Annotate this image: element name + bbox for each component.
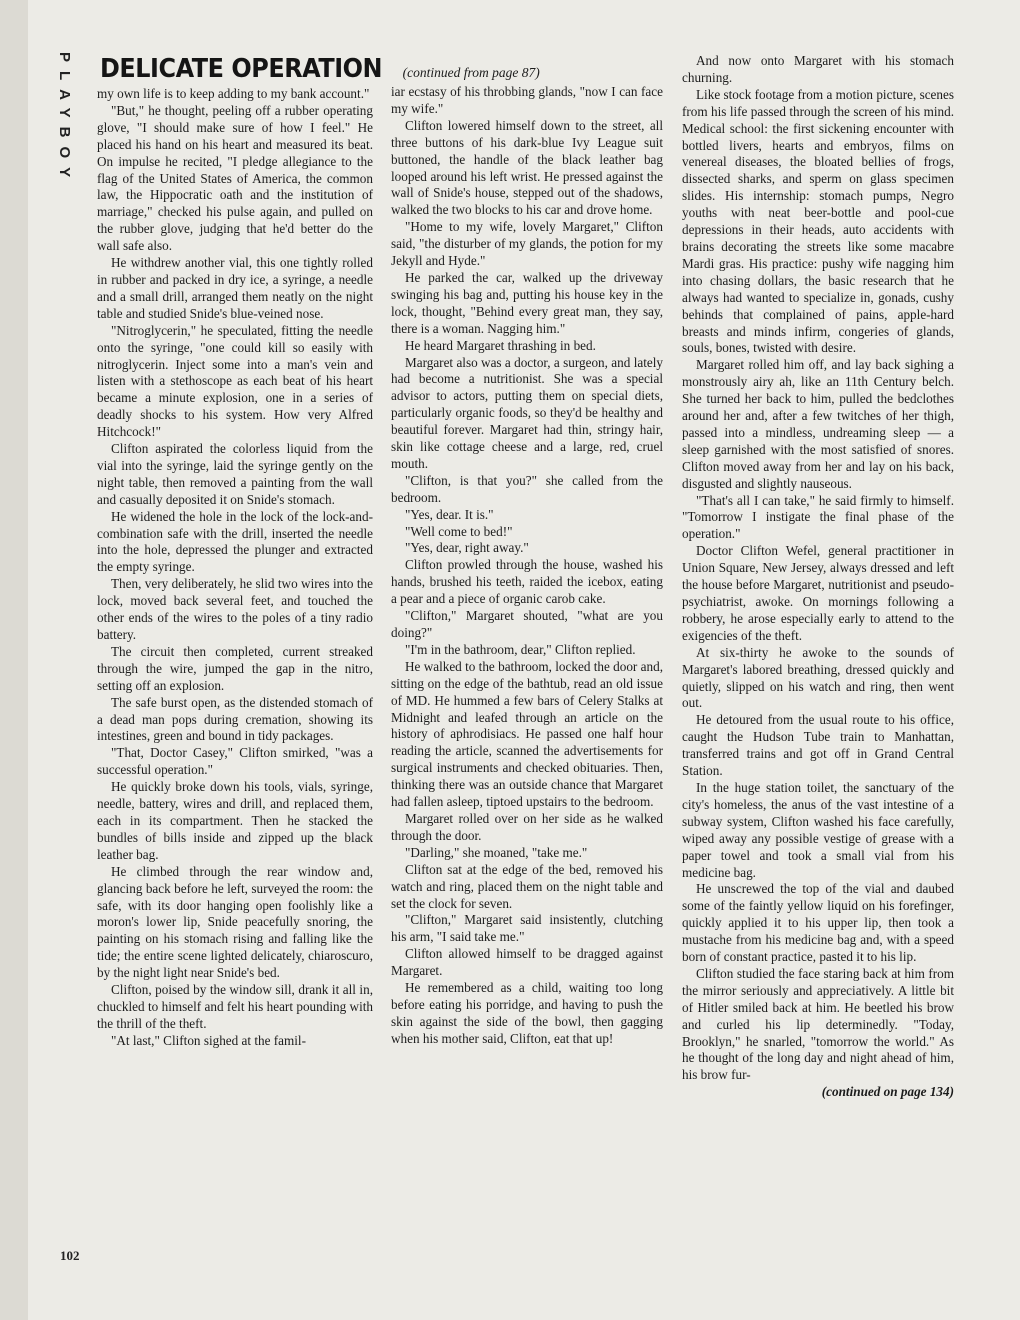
paragraph: "Well come to bed!" — [405, 523, 513, 539]
article-title: DELICATE OPERATION — [100, 54, 383, 84]
paragraph: Like stock footage from a motion picture, scenes from his life passed through the screen of his mind. Medical school: the first sickening encounter with bottled livers, hearts and embryos, films on venereal diseases, the bloated bellies of frogs, dissected sharks, and sperm on glass specimen slides. His internship: stomach pumps, Negro youths with neat beer-bottle and pool-cue depressions in their heads, auto accidents with brains decorating the streets like some macabre Mardi gras. His practice: pushy wife nagging him into chasing dollars, the basic research that he always had wanted to specialize in, gonads, cushy behinds that complained of pains, apple-hard breasts and minds infirm, congeries of glands, souls, bones, twisted with desire. — [682, 86, 954, 356]
magazine-name-vertical: PLAYBOY — [56, 52, 73, 187]
paragraph: He unscrewed the top of the vial and daubed some of the faintly yellow liquid on his forefinger, quickly applied it to his upper lip, then took a mustache from his medicine bag and, with a speed born of constant practice, pasted it to his lip. — [682, 881, 954, 965]
paragraph: "Darling," she moaned, "take me." — [405, 844, 588, 860]
paragraph: Clifton aspirated the colorless liquid from the vial into the syringe, laid the syringe gently on the night table, then removed a painting from the wall and casually deposited it on Snide's stomach. — [97, 441, 373, 507]
paragraph: He withdrew another vial, this one tightly rolled in rubber and packed in dry ice, a syringe, a needle and a small drill, arranged them neatly on the night table and studied Snide's blue-veined nose. — [97, 255, 373, 321]
paragraph: He parked the car, walked up the driveway swinging his bag and, putting his house key in the lock, thought, "Behind every great man, they say, there is a woman. Nagging him." — [391, 269, 663, 336]
paragraph: Margaret rolled over on her side as he walked through the door. — [391, 810, 663, 843]
paragraph: "Clifton," Margaret shouted, "what are you doing?" — [391, 608, 663, 640]
page-number: 102 — [60, 1248, 80, 1263]
paragraph: "Clifton," Margaret said insistently, clutching his arm, "I said take me." — [391, 912, 663, 945]
paragraph: "That, Doctor Casey," Clifton smirked, "was a successful operation." — [97, 745, 373, 778]
paragraph: Then, very deliberately, he slid two wires into the lock, moved back several feet, and touched the other ends of the wires to the poles of a tiny radio battery. — [97, 576, 373, 642]
paragraph: He heard Margaret thrashing in bed. — [405, 337, 596, 353]
paragraph: Clifton allowed himself to be dragged against Margaret. — [391, 946, 663, 979]
continued-from-note: (continued from page 87) — [402, 65, 540, 80]
paragraph: "Home to my wife, lovely Margaret," Clifton said, "the disturber of my glands, the potion for my Jekyll and Hyde." — [391, 219, 663, 269]
page-margin-band — [0, 0, 28, 1320]
paragraph: Margaret also was a doctor, a surgeon, and lately had become a nutritionist. She was a special advisor to actors, putting them on special diets, particularly organic foods, so they'd be healthy and beautiful forever. Margaret had thin, stringy hair, skin like cottage cheese and a large, red, cruel mouth. — [391, 354, 663, 471]
paragraph: "Clifton, is that you?" she called from the bedroom. — [391, 472, 663, 505]
paragraph: The circuit then completed, current streaked through the wire, jumped the gap in the nitro, setting off an explosion. — [97, 643, 373, 693]
paragraph: Clifton studied the face staring back at him from the mirror seriously and appreciatively. A little bit of Hitler smiled back at him. He beetled his brow and curled his lip determinedly. "Today, Brooklyn," he snarled, "tomorrow the world." As he thought of the long day and night ahead of him, his brow fur- — [682, 965, 954, 1083]
paragraph: At six-thirty he awoke to the sounds of Margaret's labored breathing, dressed quickly and quietly, slipped on his watch and ring, then went out. — [682, 644, 954, 711]
paragraph: "But," he thought, peeling off a rubber operating glove, "I should make sure of how I feel." He placed his hand on his heart and measured its beat. On impulse he recited, "I pledge allegiance to the flag of the United States of America, the common law, the Hippocratic oath and the institution of marriage," checked his pulse again, and pulled on the rubber glove, judging that he'd better do the wall safe also. — [97, 102, 373, 254]
paragraph: Doctor Clifton Wefel, general practitioner in Union Square, New Jersey, always dressed and left the house before Margaret, nutritionist and pseudo-psychiatrist, awoke. On mornings following a robbery, he arose especially early to attend to the exigencies of the theft. — [682, 543, 954, 643]
paragraph: The safe burst open, as the distended stomach of a dead man pops during cremation, showing its intestines, green and bound in tidy packages. — [97, 694, 373, 744]
paragraph: iar ecstasy of his throbbing glands, "now I can face my wife." — [391, 84, 663, 116]
paragraph: He detoured from the usual route to his office, caught the Hudson Tube train to Manhattan, transferred trains and got off in Grand Central Station. — [682, 712, 954, 779]
paragraph: He walked to the bathroom, locked the door and, sitting on the edge of the bathtub, read an old issue of MD. He hummed a few bars of Celery Stalks at Midnight and leafed through an article on the history of aphrodisiacs. He passed one half hour reading the article, scanned the advertisements for surgical instruments and checked obituaries. Then, thinking there was an outside chance that Margaret had fallen asleep, tiptoed upstairs to the bedroom. — [391, 658, 663, 810]
paragraph: And now onto Margaret with his stomach churning. — [682, 53, 954, 85]
text-column-1 — [97, 86, 373, 1050]
paragraph: He quickly broke down his tools, vials, syringe, needle, battery, wires and drill, and replaced them, each in its compartment. Then he stacked the bundles of bills inside and zipped up the black leather bag. — [97, 779, 373, 862]
paragraph: "Yes, dear, right away." — [405, 540, 529, 556]
paragraph: Margaret rolled him off, and lay back sighing a monstrously airy ah, like an 11th Century belch. She turned her back to him, pulled the bedclothes around her and, after a few twitches of her thigh, passed into a mindless, undreaming sleep — a sleep garnished with the most satisfied of snores. Clifton moved away from her and lay on his back, disgusted and slightly nauseous. — [682, 357, 954, 491]
paragraph: Clifton prowled through the house, washed his hands, brushed his teeth, raided the icebox, eating a pear and a piece of organic carob cake. — [391, 557, 663, 607]
paragraph: "Yes, dear. It is." — [405, 506, 494, 522]
paragraph: He widened the hole in the lock of the lock-and-combination safe with the drill, inserted the needle into the hole, depressed the plunger and extracted the empty syringe. — [97, 508, 373, 575]
paragraph: Clifton lowered himself down to the street, all three buttons of his dark-blue Ivy League suit buttoned, the handle of the black leather bag looped around his left wrist. He pressed against the wall of Snide's house, stepped out of the shadows, walked the two blocks to his car and drove home. — [391, 117, 663, 218]
paragraph: Clifton sat at the edge of the bed, removed his watch and ring, placed them on the night table and set the clock for seven. — [391, 861, 663, 911]
paragraph: "At last," Clifton sighed at the famil- — [111, 1032, 306, 1048]
paragraph: Clifton, poised by the window sill, drank it all in, chuckled to himself and felt his heart pounding with the thrill of the theft. — [97, 982, 373, 1031]
paragraph: my own life is to keep adding to my bank account." — [97, 86, 370, 101]
text-column-2 — [391, 84, 663, 1048]
paragraph: "Nitroglycerin," he speculated, fitting the needle onto the syringe, "one could kill so easily with nitroglycerin. Inject some into a man's vein and listen with a stethoscope as each beat of his heart became a minute explosion, one in a series of deadly shocks to his system. How very Alfred Hitchcock!" — [97, 322, 373, 440]
paragraph: He remembered as a child, waiting too long before eating his porridge, and having to push the skin against the side of the bowl, then gagging when his mother said, Clifton, eat that up! — [391, 980, 663, 1046]
paragraph: He climbed through the rear window and, glancing back before he left, surveyed the room: the safe, with its door hanging open foolishly like a moron's lower lip, Snide peacefully snoring, the painting on his stomach rising and falling like the tide; the entire scene lighted delicately, chiaroscuro, by the night light near Snide's bed. — [97, 863, 373, 981]
paragraph: In the huge station toilet, the sanctuary of the city's homeless, the anus of the vast intestine of a subway system, Clifton washed his face carefully, wiped away any possible vestige of grease with a paper towel and took a small vial from his medicine bag. — [682, 779, 954, 880]
continued-on-note: (continued on page 134) — [821, 1084, 954, 1100]
text-column-3 — [682, 53, 954, 1101]
paragraph: "I'm in the bathroom, dear," Clifton replied. — [405, 641, 636, 657]
paragraph: "That's all I can take," he said firmly to himself. "Tomorrow I instigate the final phase of the operation." — [682, 492, 954, 542]
article-header — [100, 54, 680, 88]
